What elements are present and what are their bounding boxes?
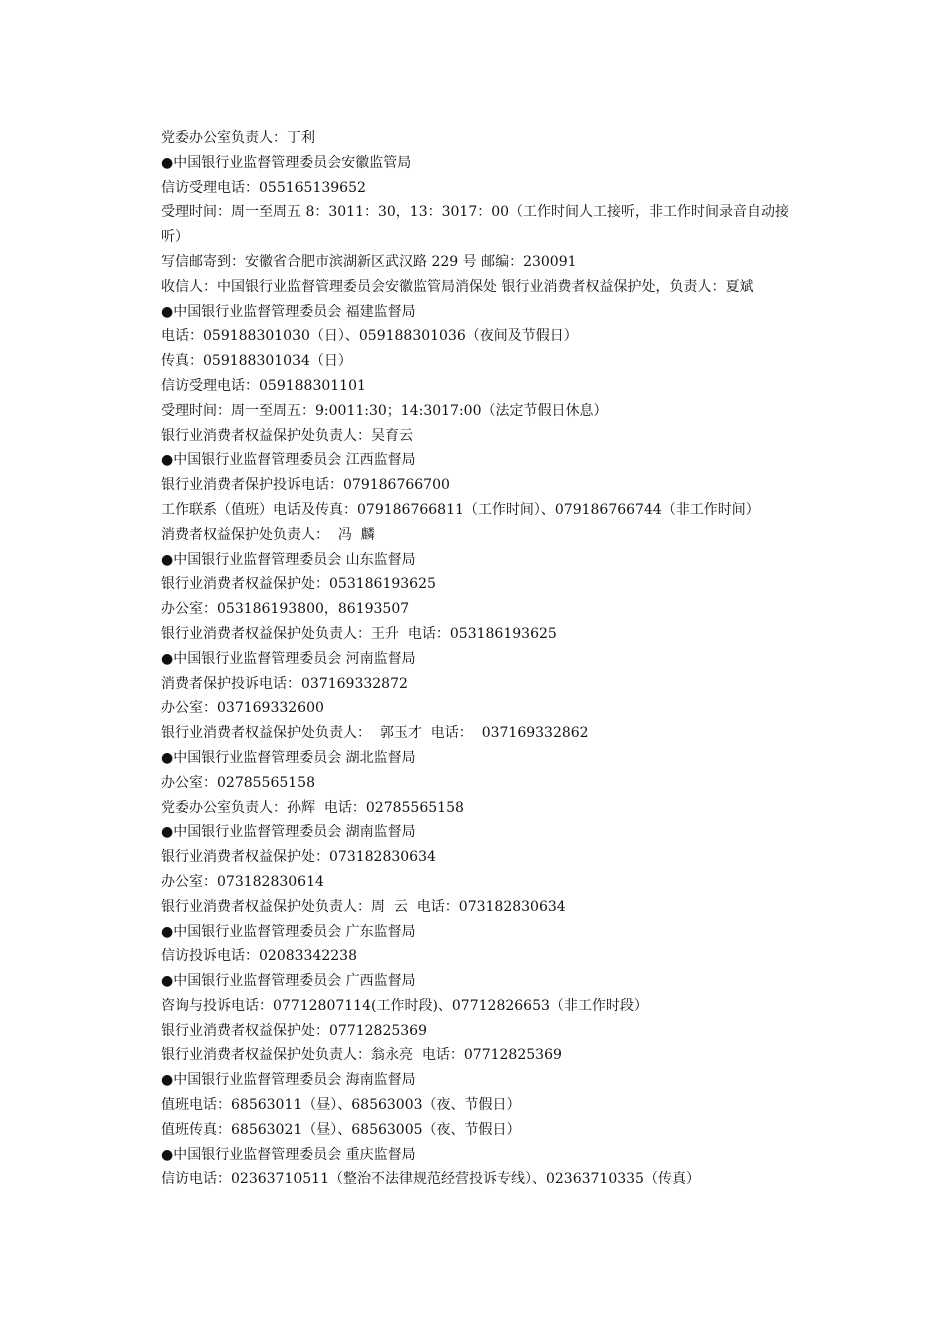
text-line: 银行业消费者权益保护处负责人：翁永亮 电话：07712825369 [161,1047,562,1064]
text-line: 办公室：073182830614 [161,873,324,890]
section-heading: ●中国银行业监督管理委员会 湖北监督局 [161,749,416,766]
text-line: 值班电话：68563011（昼）、68563003（夜、节假日） [161,1097,521,1114]
section-heading: ●中国银行业监督管理委员会 河南监督局 [161,650,416,667]
section-heading: ●中国银行业监督管理委员会 山东监督局 [161,551,416,568]
text-line: 消费者权益保护处负责人： 冯 麟 [161,526,375,543]
text-line: 银行业消费者权益保护处：053186193625 [161,576,436,593]
text-line: 信访受理电话：059188301101 [161,377,366,394]
text-line: 消费者保护投诉电话：037169332872 [161,675,408,692]
text-line: 党委办公室负责人：孙辉 电话：02785565158 [161,799,464,816]
text-line: 信访电话：02363710511（整治不法律规范经营投诉专线）、02363710335（传真） [161,1171,700,1188]
text-line: 信访投诉电话：02083342238 [161,948,357,965]
text-line: 办公室：037169332600 [161,700,324,717]
section-heading: ●中国银行业监督管理委员会安徽监管局 [161,154,412,171]
section-heading: ●中国银行业监督管理委员会 广东监督局 [161,923,416,940]
text-line: 银行业消费者权益保护处负责人：周 云 电话：073182830634 [161,898,566,915]
section-heading: ●中国银行业监督管理委员会 江西监督局 [161,452,416,469]
text-line: 受理时间：周一至周五 8：3011：30，13：3017：00（工作时间人工接听，非工作时间录音自动接听） [161,204,790,246]
document-body [145,126,805,1192]
text-line: 银行业消费者权益保护处负责人： 郭玉才 电话： 037169332862 [161,725,589,742]
section-heading: ●中国银行业监督管理委员会 海南监督局 [161,1072,416,1089]
text-line: 传真：059188301034（日） [161,353,352,370]
text-line: 银行业消费者保护投诉电话：079186766700 [161,477,450,494]
text-line: 收信人：中国银行业监督管理委员会安徽监管局消保处 银行业消费者权益保护处，负责人：夏斌 [161,278,754,295]
text-line: 银行业消费者权益保护处：07712825369 [161,1022,427,1039]
text-line: 咨询与投诉电话：07712807114(工作时段)、07712826653（非工作时段） [161,997,648,1014]
text-line: 电话：059188301030（日）、059188301036（夜间及节假日） [161,328,578,345]
section-heading: ●中国银行业监督管理委员会 广西监督局 [161,973,416,990]
text-line: 值班传真：68563021（昼）、68563005（夜、节假日） [161,1121,521,1138]
text-line: 写信邮寄到：安徽省合肥市滨湖新区武汉路 229 号 邮编：230091 [161,253,577,270]
text-line: 办公室：053186193800，86193507 [161,601,410,618]
section-heading: ●中国银行业监督管理委员会 重庆监督局 [161,1146,416,1163]
text-line: 党委办公室负责人：丁利 [161,130,315,146]
text-line: 银行业消费者权益保护处负责人：吴育云 [161,427,413,444]
text-line: 工作联系（值班）电话及传真：079186766811（工作时间）、079186766744（非工作时间） [161,501,760,518]
text-line: 银行业消费者权益保护处：073182830634 [161,849,436,866]
text-line: 受理时间：周一至周五：9:0011:30；14:3017:00（法定节假日休息） [161,402,608,419]
text-line: 办公室：02785565158 [161,774,315,791]
text-line: 银行业消费者权益保护处负责人：王升 电话：053186193625 [161,625,557,642]
section-heading: ●中国银行业监督管理委员会 福建监督局 [161,303,416,320]
section-heading: ●中国银行业监督管理委员会 湖南监督局 [161,824,416,841]
text-line: 信访受理电话：055165139652 [161,179,366,196]
